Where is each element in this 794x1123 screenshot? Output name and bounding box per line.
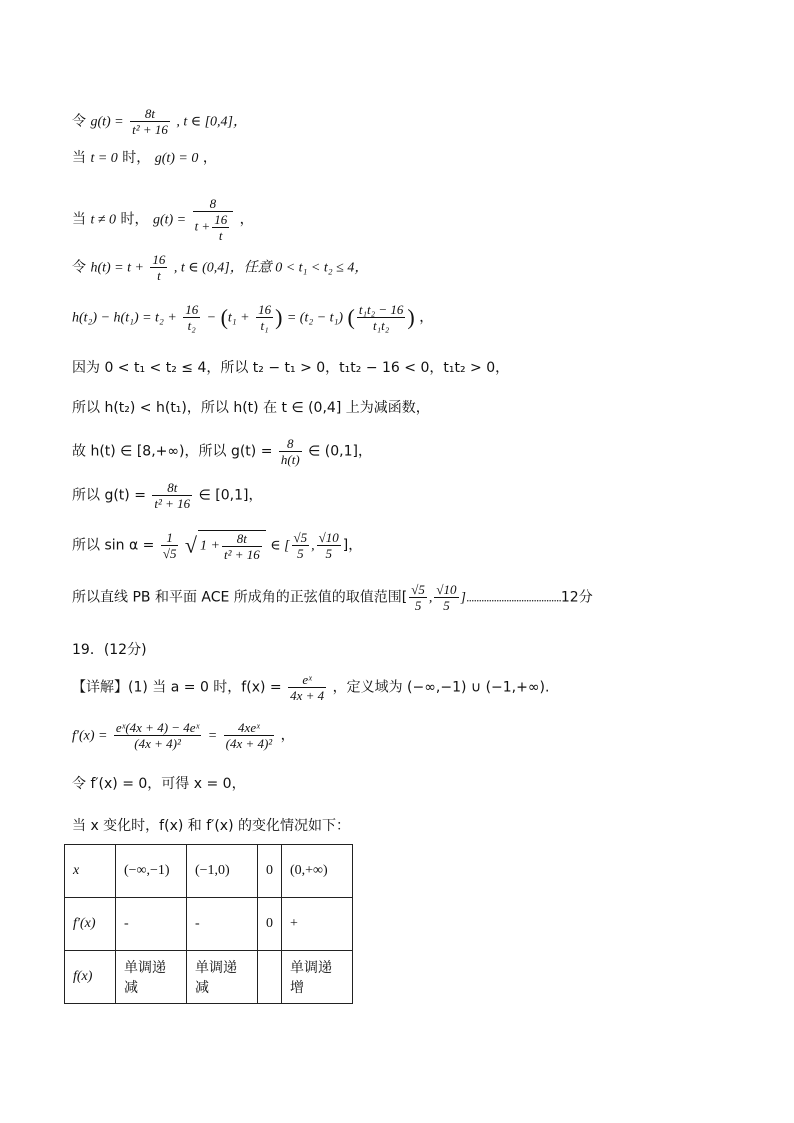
line-derivative (72, 720, 295, 751)
line-detail-1 (72, 672, 549, 703)
numerator: eˣ(4x + 4) − 4eˣ (115, 720, 200, 735)
table-row (65, 845, 353, 898)
text: ， (239, 211, 254, 228)
math: t₁ + (227, 310, 250, 326)
denominator: t₂ (187, 318, 196, 333)
numerator: 16 (258, 302, 272, 317)
fraction (288, 672, 326, 703)
numerator: 8 (279, 436, 302, 452)
numerator: 16 (214, 212, 228, 227)
math: g(t) = (90, 114, 124, 130)
math: t + (194, 218, 211, 234)
numerator: 8t (130, 106, 170, 122)
math: h(t₂) − h(t₁) = t₂ + (72, 310, 177, 326)
fraction (292, 530, 310, 561)
text: 时， (122, 150, 151, 166)
numerator: eˣ (288, 672, 326, 688)
table-cell: + (282, 898, 353, 951)
denominator: 5 (297, 546, 304, 562)
line-case-zero (72, 148, 217, 169)
left-paren: ( (347, 304, 355, 330)
denominator: 4x + 4 (290, 688, 325, 703)
line-define-h (72, 252, 368, 283)
right-paren: ) (407, 304, 415, 330)
fraction (152, 480, 192, 511)
text: ]， (342, 537, 363, 554)
fraction (114, 720, 201, 751)
radical-sign: √ (184, 532, 197, 558)
question-number: 19．(12分) (72, 642, 147, 658)
score: 12分 (560, 589, 593, 606)
right-paren: ) (275, 304, 283, 330)
text: 令 (72, 259, 86, 276)
line-decreasing: 所以 h(t₂) < h(t₁)，所以 h(t) 在 t ∈ (0,4] 上为减函数， (72, 400, 430, 416)
text: ∈ (0,1]， (308, 443, 372, 460)
math: , t ∈ (0,4]，任意 0 < t₁ < t₂ ≤ 4， (173, 260, 369, 276)
numerator: √10 (318, 530, 339, 546)
text: 令 (72, 113, 86, 130)
table-cell: 单调递增 (282, 951, 353, 1004)
numerator: 8 (193, 196, 234, 212)
numerator: √10 (436, 582, 457, 597)
fraction (130, 106, 170, 137)
fraction (434, 582, 458, 613)
denominator: t₁ (260, 318, 269, 333)
line-h-difference (72, 302, 433, 333)
leader-dots: ...................................... (466, 591, 561, 605)
table-row (65, 951, 353, 1004)
numerator: t₁t₂ − 16 (358, 302, 404, 317)
denominator: t₁t₂ (373, 318, 390, 333)
denominator: t² + 16 (223, 547, 260, 562)
numerator: 16 (152, 252, 166, 267)
numerator: 8t (222, 531, 262, 547)
denominator: h(t) (280, 452, 300, 467)
radicand (198, 530, 266, 562)
math: g(t) = (152, 212, 187, 228)
math: t = 0 (90, 151, 118, 166)
line-case-nonzero (72, 196, 254, 243)
math: , t ∈ [0,4]， (176, 114, 247, 130)
denominator: t (218, 228, 223, 243)
table-cell: (−∞,−1) (116, 845, 187, 898)
table-cell: x (65, 845, 116, 898)
text: ， (202, 150, 217, 166)
text: 故 h(t) ∈ [8,+∞)，所以 g(t) = (72, 443, 273, 460)
denominator: (4x + 4)² (134, 736, 181, 751)
left-paren: ( (220, 304, 228, 330)
fraction (279, 436, 302, 467)
line-range-h (72, 436, 372, 467)
math: − (206, 310, 217, 326)
text: 当 (72, 150, 86, 166)
denominator: t (157, 268, 161, 283)
line-table-intro: 当 x 变化时，f(x) 和 f′(x) 的变化情况如下： (72, 818, 350, 834)
fraction (357, 302, 406, 333)
fraction (183, 302, 200, 333)
denominator: 5 (443, 598, 450, 613)
text: 当 (72, 211, 86, 228)
table-cell: (−1,0) (187, 845, 258, 898)
text: 时， (120, 211, 149, 228)
text: 所以 sin α = (72, 537, 155, 554)
math: = (207, 728, 218, 744)
table-cell: (0,+∞) (282, 845, 353, 898)
math: , (428, 590, 433, 606)
text: 【详解】(1) 当 a = 0 时，f(x) = (72, 679, 282, 696)
table-cell: f(x) (65, 951, 116, 1004)
line-because: 因为 0 < t₁ < t₂ ≤ 4，所以 t₂ − t₁ > 0，t₁t₂ − 16 < 0，t₁t₂ > 0， (72, 360, 510, 376)
numerator: 16 (185, 302, 199, 317)
table-row (65, 898, 353, 951)
fraction-nested (212, 212, 229, 243)
denominator: √5 (162, 546, 177, 562)
math: f′(x) = (72, 728, 108, 744)
line-conclusion (72, 582, 593, 613)
table-cell: 0 (258, 845, 282, 898)
denominator: (4x + 4)² (225, 736, 273, 751)
line-sin-alpha (72, 530, 362, 562)
text: ，定义域为 (−∞,−1) ∪ (−1,+∞). (332, 679, 550, 696)
denominator: t² + 16 (154, 496, 191, 511)
table-cell (258, 951, 282, 1004)
math: , (311, 538, 315, 554)
math: 1 + (200, 538, 220, 554)
numerator: √5 (293, 530, 308, 546)
math: g(t) = 0 (154, 151, 199, 166)
math: ] (460, 590, 466, 606)
table-cell: - (187, 898, 258, 951)
table-cell: 单调递减 (187, 951, 258, 1004)
text: ∈ [0,1]， (198, 487, 263, 504)
math: = (t₂ − t₁) (286, 310, 344, 326)
math: ∈ [ (270, 538, 290, 554)
fraction (256, 302, 273, 333)
numerator: 1 (161, 530, 179, 546)
denominator: 5 (325, 546, 332, 562)
table-cell: 0 (258, 898, 282, 951)
variation-table (64, 844, 353, 1004)
numerator: 4xeˣ (224, 720, 275, 736)
numerator: √5 (411, 582, 425, 597)
line-range-g (72, 480, 262, 511)
fraction (150, 252, 167, 283)
line-define-g (72, 106, 247, 137)
text: 所以 g(t) = (72, 487, 146, 504)
fraction (222, 531, 262, 562)
denominator: 5 (414, 598, 422, 613)
text: 所以直线 PB 和平面 ACE 所成角的正弦值的取值范围[ (72, 589, 408, 606)
text: ， (419, 309, 434, 326)
text: ， (280, 727, 295, 744)
fraction (193, 196, 234, 243)
denominator: t² + 16 (132, 122, 168, 137)
fraction (224, 720, 275, 751)
fraction (161, 530, 179, 561)
fraction (317, 530, 341, 561)
numerator: 8t (152, 480, 192, 496)
math: h(t) = t + (90, 260, 144, 276)
fraction (409, 582, 427, 613)
table-cell: - (116, 898, 187, 951)
denominator (193, 212, 234, 243)
table-cell: 单调递减 (116, 951, 187, 1004)
line-critical-point: 令 f′(x) = 0，可得 x = 0， (72, 776, 246, 792)
table-cell: f′(x) (65, 898, 116, 951)
math: t ≠ 0 (90, 212, 117, 228)
